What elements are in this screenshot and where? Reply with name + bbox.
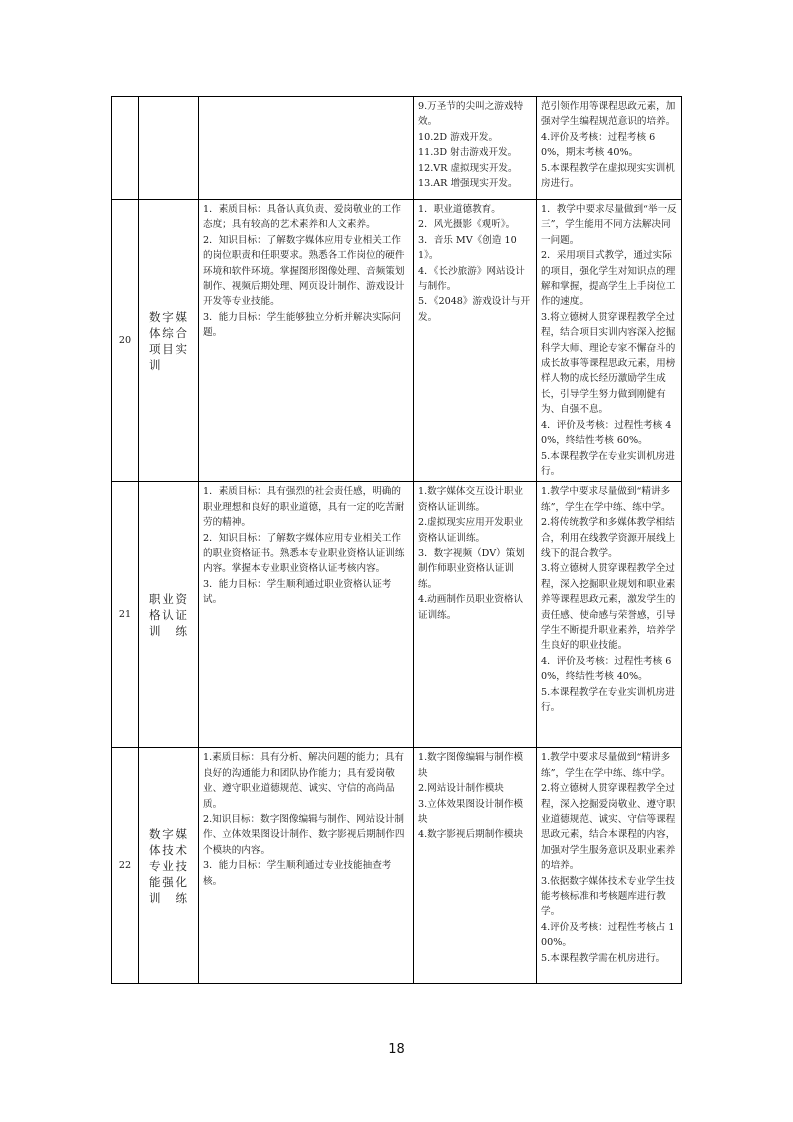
- row-number: 21: [112, 482, 139, 748]
- course-name: 数字媒体技术专业技能强化训练: [139, 748, 199, 984]
- teaching-requirements: 1.教学中要求尽量做到“精讲多练”，学生在学中练、练中学。 2.将立德树人贯穿课程教学全过程，深入挖掘爱岗敬业、遵守职业道德规范、诚实、守信等课程思政元素，结合本课程的内容，加强对学生服务意识及职业素养的培养。 3.依据数字媒体技术专业学生技能考核标准和考核题库进行教学。 4.评价及考核：过程性考核占 100%。 5.本课程教学需在机房进行。: [537, 748, 682, 984]
- course-table: [111, 96, 682, 984]
- course-objectives: 1．素质目标：具备认真负责、爱岗敬业的工作态度；具有较高的艺术素养和人文素养。 2．知识目标：了解数字媒体应用专业相关工作的岗位职责和任职要求。熟悉各工作岗位的硬件环境和软件环境。掌握图形图像处理、音频策划制作、视频后期处理、网页设计制作、游戏设计开发等专业技能。 3．能力目标：学生能够独立分析并解决实际问题。: [199, 200, 414, 482]
- row-number: [112, 97, 139, 200]
- table-row: [112, 748, 682, 984]
- row-number: 22: [112, 748, 139, 984]
- course-objectives: 1.素质目标：具有分析、解决问题的能力；具有良好的沟通能力和团队协作能力；具有爱岗敬业、遵守职业道德规范、诚实、守信的高尚品质。 2.知识目标：数字图像编辑与制作、网站设计制作、立体效果图设计制作、数字影视后期制作四个模块的内容。 3．能力目标：学生顺利通过专业技能抽查考核。: [199, 748, 414, 984]
- teaching-requirements: 1．教学中要求尽量做到“举一反三”，学生能用不同方法解决同一问题。 2．采用项目式教学，通过实际的项目，强化学生对知识点的理解和掌握，提高学生上手岗位工作的速度。 3.将立德树人贯穿课程教学全过程，结合项目实训内容深入挖掘科学大师、理论专家不懈奋斗的成长故事等课程思政元素，用榜样人物的成长经历激励学生成长，引导学生努力做到刚健有为、自强不息。 4．评价及考核：过程性考核 40%，终结性考核 60%。 5.本课程教学在专业实训机房进行。: [537, 200, 682, 482]
- course-name: [139, 97, 199, 200]
- course-objectives: [199, 97, 414, 200]
- course-content: 1.数字图像编辑与制作模块 2.网站设计制作模块 3.立体效果图设计制作模块 4.数字影视后期制作模块: [414, 748, 537, 984]
- course-name: 职业资格认证训练: [139, 482, 199, 748]
- course-name: 数字媒体综合项目实训: [139, 200, 199, 482]
- course-objectives: 1．素质目标：具有强烈的社会责任感，明确的职业理想和良好的职业道德，具有一定的吃苦耐劳的精神。 2．知识目标：了解数字媒体应用专业相关工作的职业资格证书。熟悉本专业职业资格认证训练内容。掌握本专业职业资格认证考核内容。 3．能力目标：学生顺利通过职业资格认证考试。: [199, 482, 414, 748]
- teaching-requirements: 1.教学中要求尽量做到“精讲多练”，学生在学中练、练中学。 2.将传统教学和多媒体教学相结合，利用在线教学资源开展线上线下的混合教学。 3.将立德树人贯穿课程教学全过程，深入挖掘职业规划和职业素养等课程思政元素，激发学生的责任感、使命感与荣誉感，引导学生不断提升职业素养，培养学生良好的职业技能。 4．评价及考核：过程性考核 60%，终结性考核 40%。 5.本课程教学在专业实训机房进行。: [537, 482, 682, 748]
- course-content: 9.万圣节的尖叫之游戏特效。 10.2D 游戏开发。 11.3D 射击游戏开发。 12.VR 虚拟现实开发。 13.AR 增强现实开发。: [414, 97, 537, 200]
- course-content: 1.数字媒体交互设计职业资格认证训练。 2.虚拟现实应用开发职业资格认证训练。 3．数字视频（DV）策划制作师职业资格认证训练。 4.动画制作员职业资格认证训练。: [414, 482, 537, 748]
- table-row: [112, 97, 682, 200]
- table-row: [112, 200, 682, 482]
- row-number: 20: [112, 200, 139, 482]
- page-number: 18: [388, 1042, 405, 1057]
- course-content: 1．职业道德教育。 2．风光摄影《观听》。 3．音乐 MV《创造 101》。 4．《长沙旅游》网站设计与制作。 5．《2048》游戏设计与开发。: [414, 200, 537, 482]
- table-row: [112, 482, 682, 748]
- teaching-requirements: 范引领作用等课程思政元素，加强对学生编程规范意识的培养。 4.评价及考核：过程考核 60%，期末考核 40%。 5.本课程教学在虚拟现实实训机房进行。: [537, 97, 682, 200]
